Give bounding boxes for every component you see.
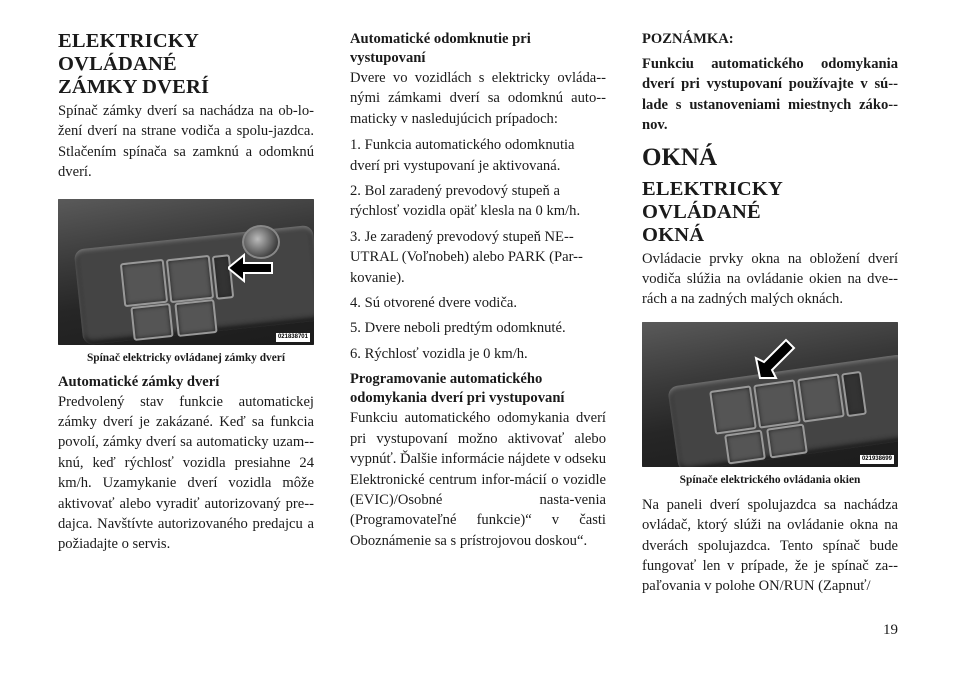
column-1 (58, 30, 314, 555)
door-locks-heading-line-2: ZÁMKY DVERÍ (58, 76, 210, 98)
auto-unlock-heading-line-1: Automatické odomknutie pri (350, 31, 531, 47)
window-figure-caption: Spínače elektrického ovládania okien (679, 473, 861, 486)
list-item: 6. Rýchlosť vozidla je 0 km/h. (350, 345, 528, 362)
auto-unlock-intro: Dvere vo vozidlách s elektricky ovláda-nými zámkami dverí sa odomknú auto-maticky v nasledujúcich prípadoch: (350, 70, 606, 127)
list-item: 5. Dvere neboli predtým odomknuté. (350, 320, 566, 337)
list-item: 4. Sú otvorené dvere vodiča. (350, 295, 517, 312)
auto-lock-text: Predvolený stav funkcie automatickej zámky dverí je zakázané. Keď sa funkcia povolí, zámky dverí sa automaticky uzam-knú, keď rýchlosť vozidla presiahne 24 km/h. Uzamykanie dverí vozidla môže aktivovať alebo vyradiť autorizovaný pre-dajca. Navštívte autorizovaného predajcu a požiadajte o servis. (58, 393, 314, 553)
chapter-title: OKNÁ (642, 143, 717, 171)
auto-lock-heading: Automatické zámky dverí (58, 373, 220, 390)
figure-code: 021838701 (277, 333, 308, 340)
power-windows-heading-line-2: OKNÁ (642, 223, 705, 246)
arrow-icon (754, 336, 798, 380)
programming-heading (350, 370, 606, 408)
power-windows-heading-line-1: ELEKTRICKY OVLÁDANÉ (642, 177, 783, 223)
column-2 (350, 30, 606, 551)
auto-unlock-heading-line-2: vystupovaní (350, 50, 426, 66)
window-switch-photo (642, 322, 898, 467)
list-item: 3. Je zaradený prevodový stupeň NE-UTRAL (Voľnobeh) alebo PARK (Par-kovanie). (350, 228, 583, 286)
auto-unlock-heading (350, 30, 606, 68)
door-locks-heading (58, 30, 314, 99)
list-item: 2. Bol zaradený prevodový stupeň a rýchlosť vozidla opäť klesla na 0 km/h. (350, 183, 581, 220)
door-lock-figure-caption: Spínač elektricky ovládanej zámky dverí (86, 351, 286, 364)
arrow-icon (228, 253, 274, 283)
door-lock-switch-photo (58, 199, 314, 345)
programming-text: Funkciu automatického odomykania dverí pri vystupovaní možno aktivovať alebo vypnúť. Ďalšie informácie nájdete v odseku Elektronické centrum infor-mácií o vozidle (EVIC)/Osobné nasta-venia (Programovateľné funkcie)“ v časti Oboznámenie sa s prístrojovou doskou“. (350, 410, 606, 549)
figure-code: 021938699 (861, 455, 892, 462)
note-label: POZNÁMKA: (642, 31, 734, 47)
programming-heading-line-2: odomykania dverí pri vystupovaní (350, 390, 565, 407)
list-item: 1. Funkcia automatického odomknutia dverí pri vystupovaní je aktivovaná. (350, 137, 575, 174)
door-locks-heading-line-1: ELEKTRICKY OVLÁDANÉ (58, 30, 199, 75)
door-locks-intro: Spínač zámky dverí sa nachádza na ob-ložení dverí na strane vodiča a spolu-jazdca. Stlačením spínača sa zamknú a odomknú dverí. (58, 103, 314, 181)
column-3 (642, 30, 898, 597)
note-text: Funkciu automatického odomykania dverí pri vystupovaní používajte v sú-lade s ustanoveniami miestnych záko-nov. (642, 56, 898, 134)
passenger-window-text: Na paneli dverí spolujazdca sa nachádza ovládač, ktorý slúži na ovládanie okna na dverách spolujazdca. Tento spínač bude fungovať len v prípade, že je spínač za-paľovania v polohe ON/RUN (Zapnuť/ (642, 496, 898, 595)
page-number: 19 (883, 622, 898, 638)
programming-heading-line-1: Programovanie automatického (350, 371, 543, 388)
power-windows-heading (642, 178, 898, 247)
power-windows-intro: Ovládacie prvky okna na obložení dverí vodiča slúžia na ovládanie okien na dve-rách a na zadných malých oknách. (642, 250, 898, 308)
